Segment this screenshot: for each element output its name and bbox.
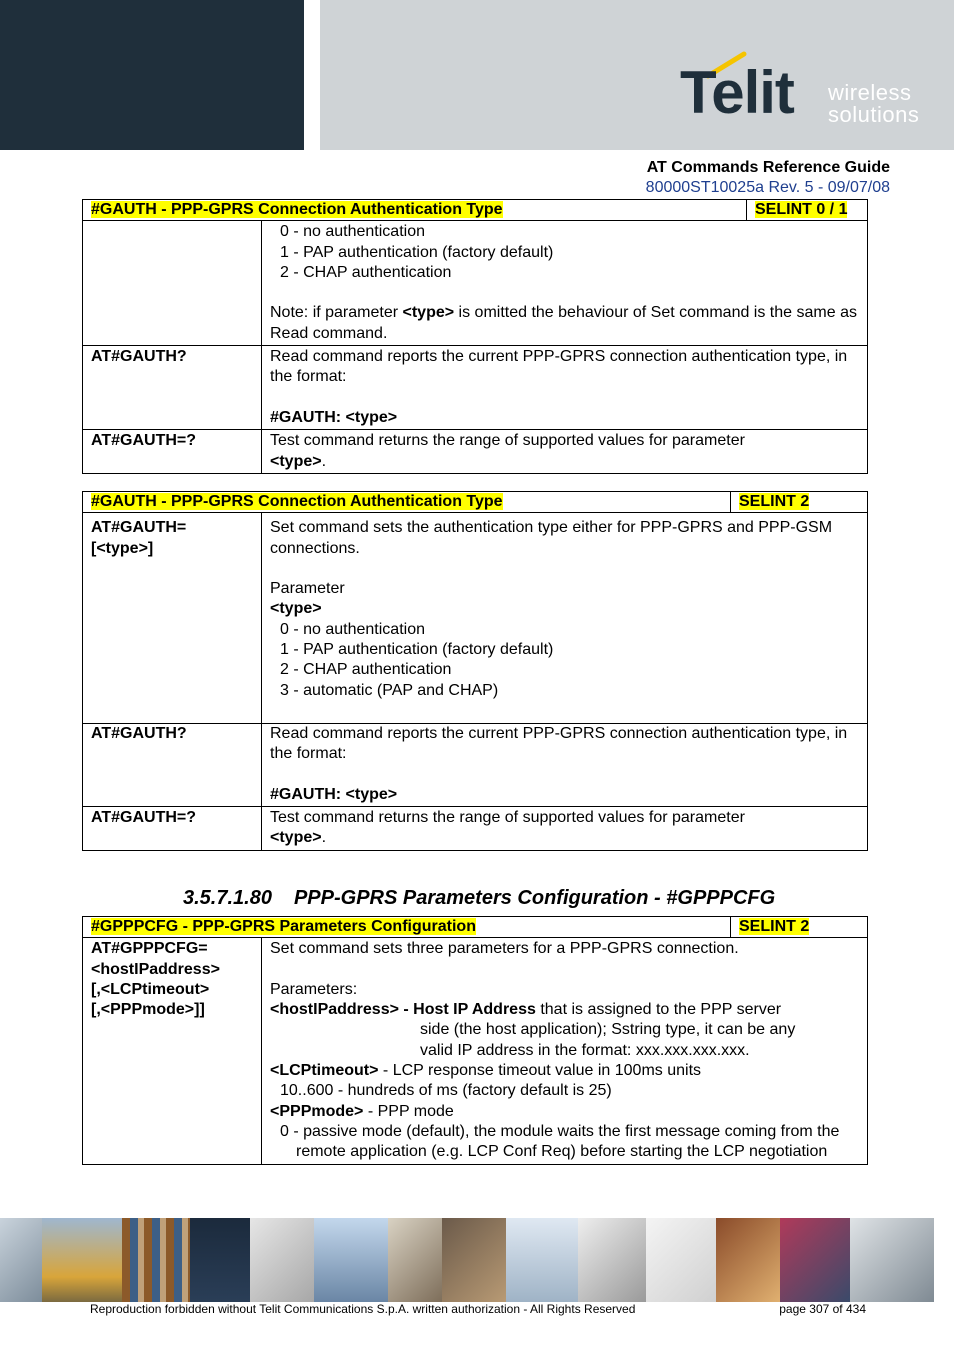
table-row: AT#GAUTH=? Test command returns the range of supported values for parameter <type>. <box>83 430 868 474</box>
gpppcfg-table <box>82 916 868 1165</box>
photo-tile <box>0 1218 42 1302</box>
command-cell: AT#GPPPCFG= <hostIPaddress> [,<LCPtimeout> [,<PPPmode>]] <box>83 938 262 1164</box>
table-row: AT#GAUTH? Read command reports the current PPP-GPRS connection authentication type, in the format: #GAUTH: <type> <box>83 723 868 806</box>
command-cell: AT#GAUTH=? <box>83 430 262 474</box>
command-cell: AT#GAUTH? <box>83 346 262 430</box>
photo-tile <box>442 1218 506 1302</box>
table-row: AT#GAUTH? Read command reports the current PPP-GPRS connection authentication type, in the format: #GAUTH: <type> <box>83 346 868 430</box>
gauth-table-selint01 <box>82 199 868 474</box>
photo-tile <box>780 1218 850 1302</box>
photo-tile <box>646 1218 716 1302</box>
note-text: Note: if parameter <type> is omitted the behaviour of Set command is the same as Read command. <box>270 304 857 342</box>
doc-title: AT Commands Reference Guide <box>646 159 890 176</box>
selint-badge: SELINT 0 / 1 <box>755 201 848 218</box>
gauth-table-selint2 <box>82 491 868 851</box>
photo-tile <box>190 1218 250 1302</box>
photo-tile <box>388 1218 442 1302</box>
telit-logo <box>676 48 936 136</box>
photo-tile <box>42 1218 122 1302</box>
table-header-row <box>83 492 868 513</box>
photo-tile <box>578 1218 646 1302</box>
footer-photo-strip <box>0 1218 954 1302</box>
table-title: #GPPPCFG - PPP-GPRS Parameters Configuration <box>91 918 476 935</box>
table-title: #GAUTH - PPP-GPRS Connection Authentication Type <box>91 493 503 510</box>
selint-badge: SELINT 2 <box>739 918 810 935</box>
footer-page-number: page 307 of 434 <box>779 1302 866 1316</box>
selint-badge: SELINT 2 <box>739 493 810 510</box>
photo-tile <box>850 1218 934 1302</box>
command-cell: AT#GAUTH=? <box>83 807 262 851</box>
footer-rights: Reproduction forbidden without Telit Communications S.p.A. written authorization - All Rights Reserved <box>90 1302 636 1316</box>
table-row: AT#GPPPCFG= <hostIPaddress> [,<LCPtimeout> [,<PPPmode>]] Set command sets three parameters for a PPP-GPRS connection. Parameters: <hostIPaddress> - Host IP Address that is assigned to the PPP server side (the host application); Sstring type, it can be any valid IP address in the format: xxx.xxx.xxx.xxx. <LCPtimeout> - LCP response timeout value in 100ms units 10..600 - hundreds of ms (factory default is 25) <PPPmode> - PPP mode 0 - passive mode (default), the module waits the first message coming from the remote application (e.g. LCP Conf Req) before starting the LCP negotiation <box>83 938 868 1164</box>
table-title: #GAUTH - PPP-GPRS Connection Authentication Type <box>91 201 503 218</box>
photo-tile <box>314 1218 388 1302</box>
doc-code: 80000ST10025a Rev. 5 - 09/07/08 <box>645 179 890 196</box>
logo-tagline: wireless solutions <box>828 80 920 127</box>
command-cell: AT#GAUTH? <box>83 723 262 806</box>
command-cell: AT#GAUTH= [<type>] <box>83 513 262 724</box>
photo-tile <box>506 1218 578 1302</box>
photo-tile <box>250 1218 314 1302</box>
table-header-row <box>83 200 868 221</box>
photo-tile <box>716 1218 780 1302</box>
section-heading: 3.5.7.1.80 PPP-GPRS Parameters Configuration - #GPPPCFG <box>183 887 776 909</box>
logo-wordmark: Telit <box>680 59 794 126</box>
table-row: 0 - no authentication 1 - PAP authentication (factory default) 2 - CHAP authentication Note: if parameter <type> is omitted the behaviour of Set command is the same as Read command. <box>83 221 868 346</box>
header-dark-panel <box>0 0 304 150</box>
table-header-row <box>83 917 868 938</box>
table-row: AT#GAUTH= [<type>] Set command sets the authentication type either for PPP-GPRS and PPP-GSM connections. Parameter <type> 0 - no authentication 1 - PAP authentication (factory default) 2 - CHAP authentication 3 - automatic (PAP and CHAP) <box>83 513 868 724</box>
photo-tile <box>122 1218 190 1302</box>
table-row: AT#GAUTH=? Test command returns the range of supported values for parameter <type>. <box>83 807 868 851</box>
